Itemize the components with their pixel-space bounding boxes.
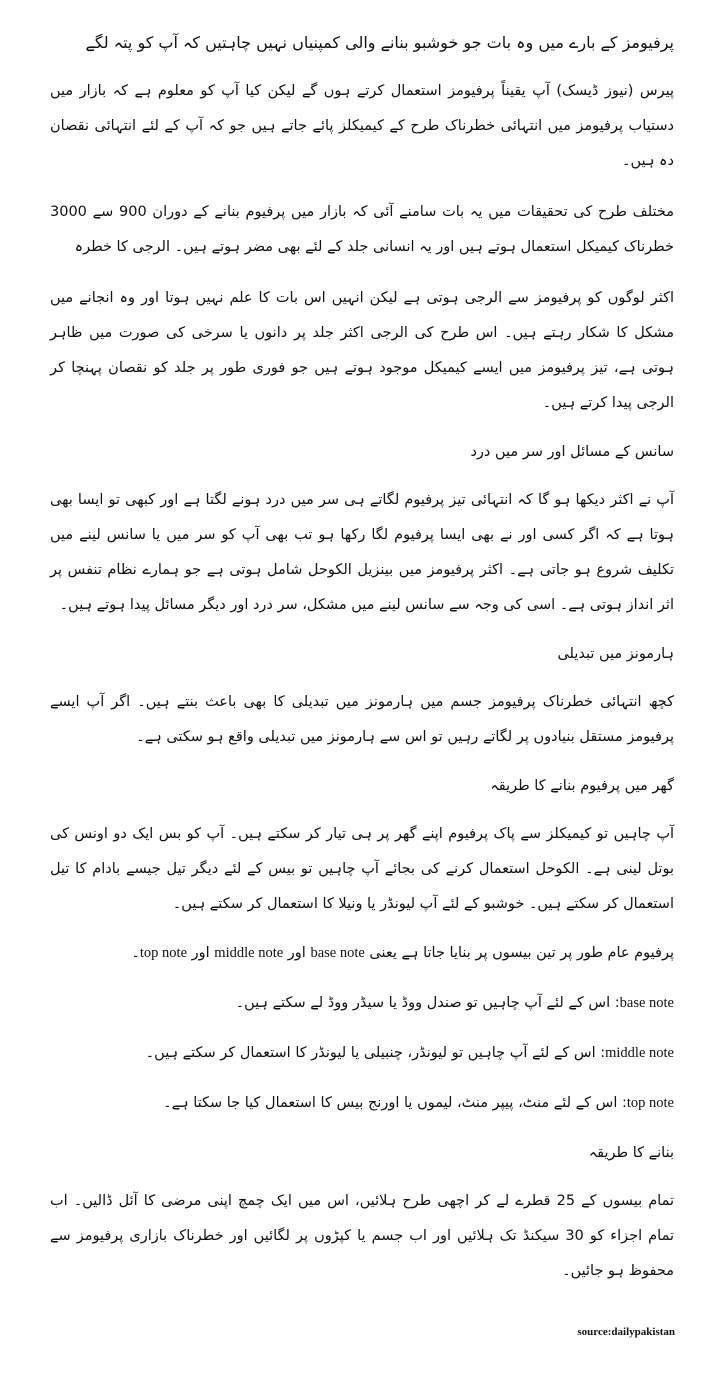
notes-intro-top: top note bbox=[139, 945, 188, 961]
notes-intro-and1: اور bbox=[283, 945, 311, 961]
note-base-text: : اس کے لئے آپ چاہیں تو صندل ووڈ یا سیڈر ووڈ لے سکتے ہیں۔ bbox=[235, 995, 620, 1011]
paragraph-method: تمام بیسوں کے 25 قطرے لے کر اچھی طرح ہلائیں، اس میں ایک چمچ اپنی مرضی کا آئل ڈالیں۔ اب تمام اجزاء کو 30 سیکنڈ تک ہلائیں اور اب جسم یا کپڑوں پر لگائیں اور خطرناک بازاری پرفیومز سے محفوظ ہو جائیں۔ bbox=[50, 1193, 675, 1279]
note-base bbox=[50, 988, 674, 1018]
note-middle-text: : اس کے لئے آپ چاہیں تو لیونڈر، چنبیلی یا لیونڈر کا استعمال کر سکتے ہیں۔ bbox=[145, 1045, 606, 1061]
note-base-key: base note bbox=[619, 995, 674, 1011]
note-top-key: top note bbox=[626, 1095, 674, 1111]
subheading-breathing: سانس کے مسائل اور سر میں درد bbox=[470, 444, 674, 460]
paragraph-intro: پیرس (نیوز ڈیسک) آپ یقیناً پرفیومز استعمال کرتے ہوں گے لیکن کیا آپ کو معلوم ہے کہ بازار میں دستیاب پرفیومز میں انتہائی خطرناک طرح کے کیمیکلز پائے جاتے ہیں جو کہ آپ کے لئے انتہائی نقصان دہ ہیں۔ bbox=[50, 83, 674, 169]
article bbox=[50, 22, 674, 1305]
notes-intro-and2: اور bbox=[187, 945, 215, 961]
notes-intro-end: ۔ bbox=[131, 945, 140, 961]
notes-intro-middle: middle note bbox=[214, 945, 284, 961]
notes-intro bbox=[50, 938, 674, 968]
paragraph-homemade: آپ چاہیں تو کیمیکلز سے پاک پرفیوم اپنے گھر پر ہی تیار کر سکتے ہیں۔ آپ کو بس ایک دو اونس کی بوتل لینی ہے۔ الکوحل استعمال کرنے کی بجائے آپ چاہیں تو بیس کے لئے دیگر تیل جیسے بادام کا تیل استعمال کر سکتے ہیں۔ خوشبو کے لئے آپ لیونڈر یا ونیلا کا استعمال کر سکتے ہیں۔ bbox=[50, 826, 674, 912]
paragraph-hormones: کچھ انتہائی خطرناک پرفیومز جسم میں ہارمونز میں تبدیلی کا بھی باعث بنتے ہیں۔ اگر آپ ایسے پرفیومز مستقل بنیادوں پر لگاتے رہیں تو اس سے ہارمونز میں تبدیلی واقع ہو سکتی ہے۔ bbox=[50, 694, 674, 745]
paragraph-breathing: آپ نے اکثر دیکھا ہو گا کہ انتہائی تیز پرفیوم لگاتے ہی سر میں درد ہونے لگتا ہے اور کبھی تو ایسا بھی ہوتا ہے کہ اگر کسی اور نے بھی ایسا پرفیوم لگا رکھا ہو تب بھی آپ کو سر میں یا سانس لینے میں تکلیف شروع ہو جاتی ہے۔ اکثر پرفیومز میں بینزیل الکوحل شامل ہوتی ہے جو ہمارے نظام تنفس پر اثر انداز ہوتی ہے۔ اسی کی وجہ سے سانس لینے میں مشکل، سر درد اور دیگر مسائل پیدا ہوتے ہیں۔ bbox=[50, 492, 674, 613]
subheading-hormones: ہارمونز میں تبدیلی bbox=[557, 646, 674, 662]
note-middle-key: middle note bbox=[605, 1045, 674, 1061]
subheading-homemade: گھر میں پرفیوم بنانے کا طریقہ bbox=[490, 778, 674, 794]
subheading-method: بنانے کا طریقہ bbox=[588, 1145, 674, 1161]
notes-intro-base: base note bbox=[310, 945, 365, 961]
note-top bbox=[50, 1088, 674, 1118]
source-credit: source:dailypakistan bbox=[577, 1326, 675, 1338]
paragraph-allergy: اکثر لوگوں کو پرفیومز سے الرجی ہوتی ہے لیکن انہیں اس بات کا علم نہیں ہوتا اور وہ انجانے میں مشکل کا شکار رہتے ہیں۔ اس طرح کی الرجی اکثر جلد پر دانوں یا سرخی کی صورت میں ظاہر ہوتی ہے، تیز پرفیومز میں ایسے کیمیکل موجود ہوتے ہیں جو فوری طور پر جلد کو نقصان پہنچا کر الرجی پیدا کرتے ہیں۔ bbox=[50, 290, 674, 411]
notes-intro-before: پرفیوم عام طور پر تین بیسوں پر بنایا جاتا ہے یعنی bbox=[364, 945, 674, 961]
article-headline: پرفیومز کے بارے میں وہ بات جو خوشبو بنانے والی کمپنیاں نہیں چاہتیں کہ آپ کو پتہ لگے bbox=[85, 33, 674, 52]
note-middle bbox=[50, 1038, 674, 1068]
paragraph-research: مختلف طرح کی تحقیقات میں یہ بات سامنے آئی کہ بازار میں پرفیوم بنانے کے دوران 900 سے 3000 خطرناک کیمیکل استعمال ہوتے ہیں اور یہ انسانی جلد کے لئے بھی مضر ہوتے ہیں۔ الرجی کا خطرہ bbox=[50, 204, 674, 255]
note-top-text: : اس کے لئے منٹ، پیپر منٹ، لیموں یا اورنج بیس کا استعمال کیا جا سکتا ہے۔ bbox=[163, 1095, 627, 1111]
